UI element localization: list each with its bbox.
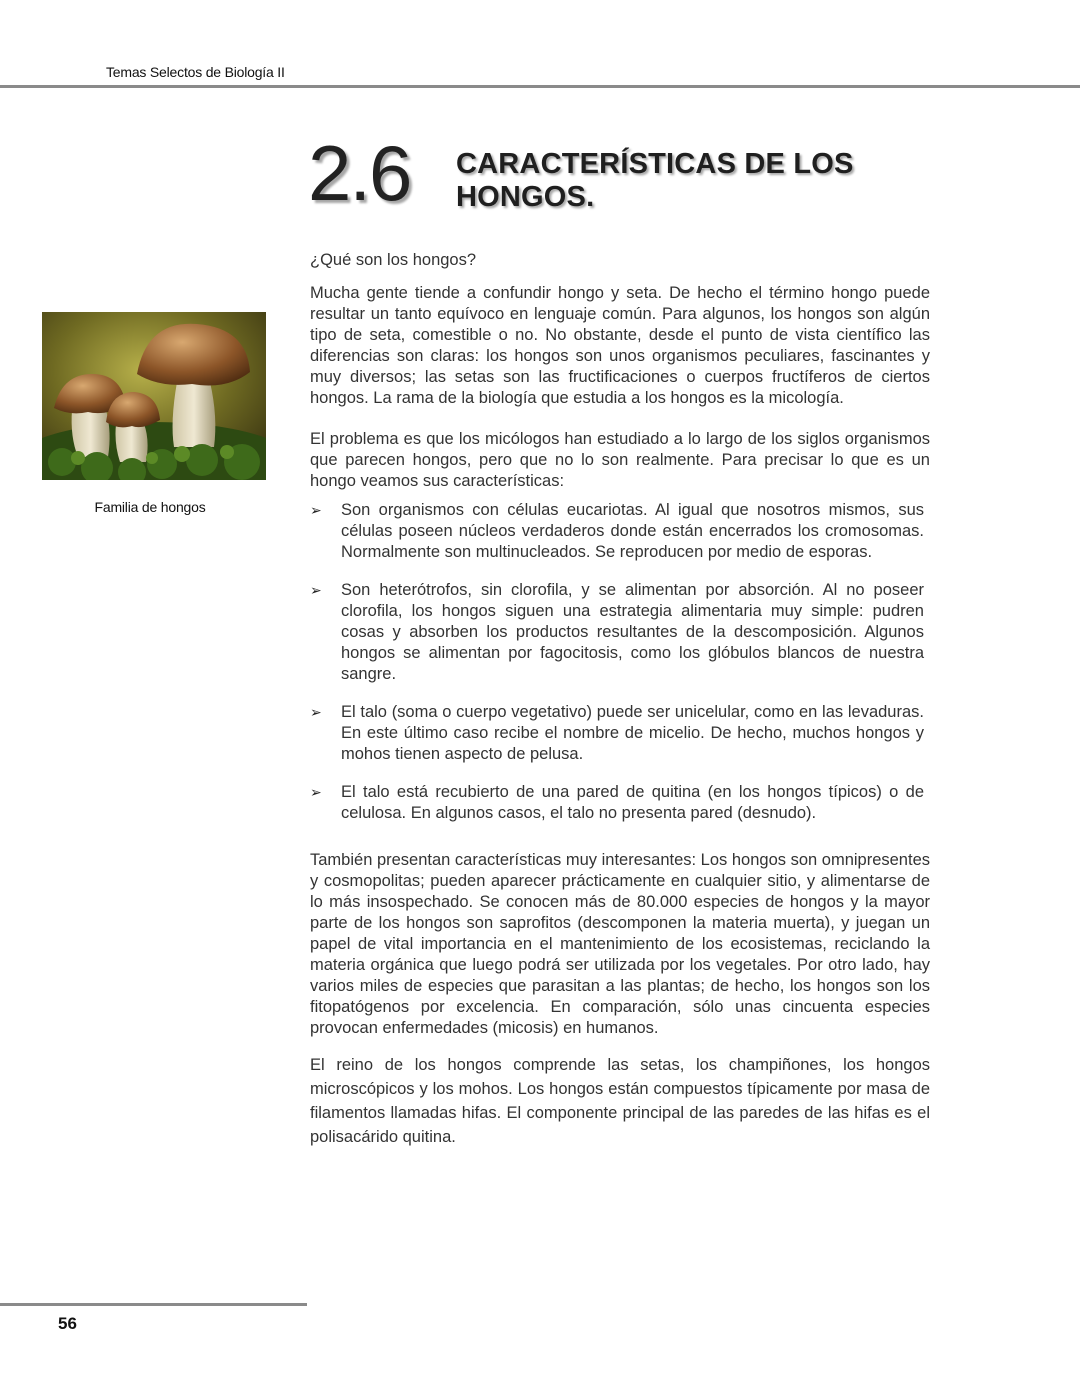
- list-item-text: El talo (soma o cuerpo vegetativo) puede ser unicelular, como en las levaduras. En este último caso recibe el nombre de micelio. De hecho, muchos hongos y mohos tienen aspecto de pelusa.: [341, 703, 924, 763]
- mushroom-photo: [42, 312, 266, 480]
- main-content: [310, 250, 930, 1149]
- arrow-bullet-icon: ➢: [310, 704, 322, 720]
- arrow-bullet-icon: ➢: [310, 502, 322, 518]
- list-item-text: El talo está recubierto de una pared de quitina (en los hongos típicos) o de celulosa. En algunos casos, el talo no presenta pared (desnudo).: [341, 783, 924, 822]
- paragraph: El reino de los hongos comprende las setas, los champiñones, los hongos microscópicos y los mohos. Los hongos están compuestos típicamente por masa de filamentos llamadas hifas. El componente principal de las paredes de las hifas es el polisacárido quitina.: [310, 1056, 930, 1146]
- footer-rule: [0, 1303, 307, 1306]
- figure-caption: Familia de hongos: [94, 499, 206, 515]
- paragraph: Mucha gente tiende a confundir hongo y seta. De hecho el término hongo puede resultar un tanto equívoco en lenguaje común. Para algunos, los hongos son algún tipo de seta, comestible o no. No obstante, desde el punto de vista científico las diferencias son claras: los hongos son unos organismos peculiares, fascinantes y muy diversos; las setas son las fructificaciones o cuerpos fructíferos de ciertos hongos. La rama de la biología que estudia a los hongos es la micología.: [310, 284, 930, 407]
- characteristics-list: [310, 500, 930, 824]
- list-item: [310, 500, 930, 563]
- list-item-text: Son heterótrofos, sin clorofila, y se alimentan por absorción. Al no poseer clorofila, los hongos siguen una estrategia alimentaria muy simple: pudren cosas y absorben los productos resultantes de la descomposición. Algunos hongos se alimentan por fagocitosis, como los glóbulos blancos de nuestra sangre.: [341, 581, 924, 683]
- header-rule: [0, 85, 1080, 88]
- arrow-bullet-icon: ➢: [310, 784, 322, 800]
- section-title: CARACTERÍSTICAS DE LOS HONGOS.: [456, 148, 854, 213]
- list-item: [310, 702, 930, 765]
- section-number: 2.6: [308, 129, 411, 217]
- paragraph: También presentan características muy interesantes: Los hongos son omnipresentes y cosmopolitas; pueden aparecer prácticamente en cualquier sitio, y alimentarse de lo más insospechado. Se conocen más de 80.000 especies de hongos y la mayor parte de los hongos son saprofitos (descomponen la materia muerta), y juegan un papel de vital importancia en el mantenimiento de los ecosistemas, reciclando la materia orgánica que luego podrá ser utilizada por los vegetales. Por otro lado, hay varios miles de especies que parasitan a las plantas; de hecho, los hongos son los fitopatógenos por excelencia. En comparación, sólo unas cincuenta especies provocan enfermedades (micosis) en humanos.: [310, 851, 930, 1037]
- paragraph: El problema es que los micólogos han estudiado a lo largo de los siglos organismos que parecen hongos, pero que no lo son realmente. Para precisar lo que es un hongo veamos sus características:: [310, 430, 930, 490]
- page-number: 56: [58, 1314, 77, 1333]
- list-item-text: Son organismos con células eucariotas. Al igual que nosotros mismos, sus células poseen núcleos verdaderos donde están encerrados los cromosomas. Normalmente son multinucleados. Se reproducen por medio de esporas.: [341, 501, 924, 561]
- list-item: [310, 782, 930, 824]
- arrow-bullet-icon: ➢: [310, 582, 322, 598]
- list-item: [310, 580, 930, 685]
- running-header: Temas Selectos de Biología II: [106, 64, 285, 80]
- intro-question: ¿Qué son los hongos?: [310, 251, 477, 269]
